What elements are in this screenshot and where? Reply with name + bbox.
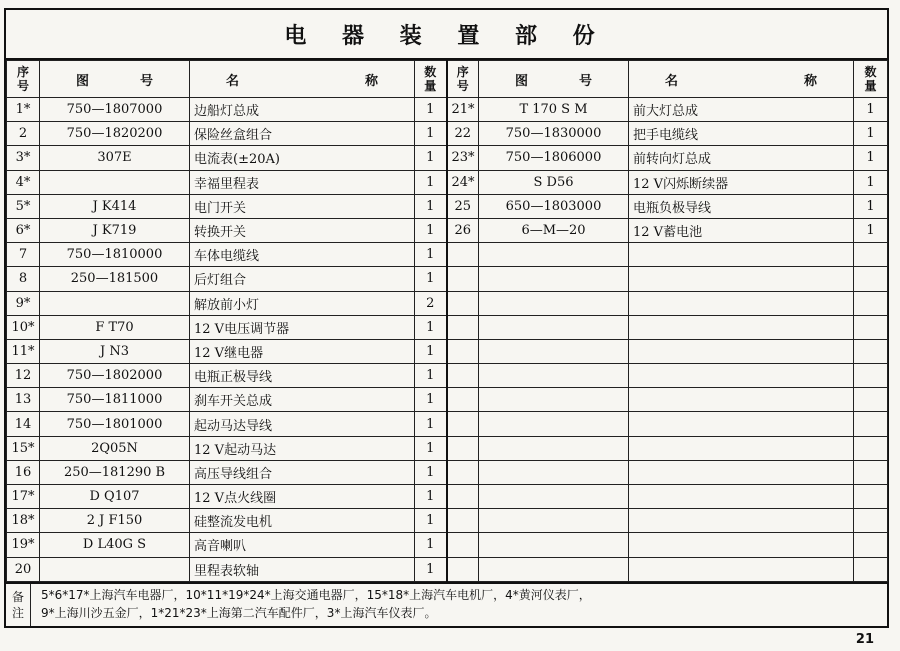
left-quantity: 1 [415, 533, 447, 557]
table-row [7, 460, 888, 484]
right-quantity [854, 315, 888, 339]
left-item-number: 17* [7, 485, 40, 509]
notes-label: 备 注 [6, 584, 31, 626]
left-drawing-number: D Q107 [40, 485, 190, 509]
left-item-number: 7 [7, 243, 40, 267]
table-row [7, 194, 888, 218]
table-row [7, 388, 888, 412]
right-item-number [447, 412, 479, 436]
table-row [7, 533, 888, 557]
header-name: 名 称 [190, 61, 415, 98]
left-drawing-number: D L40G S [40, 533, 190, 557]
left-quantity: 1 [415, 460, 447, 484]
notes-text [31, 584, 887, 626]
left-part-name: 电门开关 [190, 194, 415, 218]
right-quantity [854, 533, 888, 557]
right-drawing-number [479, 436, 629, 460]
left-drawing-number: 250—181500 [40, 267, 190, 291]
notes-row [6, 582, 887, 626]
left-part-name: 幸福里程表 [190, 170, 415, 194]
left-item-number: 13 [7, 388, 40, 412]
right-quantity [854, 243, 888, 267]
right-quantity: 1 [854, 194, 888, 218]
right-drawing-number [479, 267, 629, 291]
right-part-name [629, 533, 854, 557]
left-drawing-number [40, 557, 190, 581]
left-drawing-number: 307E [40, 146, 190, 170]
right-part-name [629, 364, 854, 388]
left-part-name: 边船灯总成 [190, 98, 415, 122]
left-part-name: 12 V电压调节器 [190, 315, 415, 339]
table-row [7, 243, 888, 267]
left-item-number: 8 [7, 267, 40, 291]
table-row [7, 485, 888, 509]
table-row [7, 436, 888, 460]
right-item-number: 23* [447, 146, 479, 170]
right-quantity: 1 [854, 122, 888, 146]
right-quantity [854, 509, 888, 533]
right-drawing-number [479, 509, 629, 533]
right-item-number [447, 267, 479, 291]
left-drawing-number: 750—1820200 [40, 122, 190, 146]
left-quantity: 1 [415, 170, 447, 194]
page-title: 电 器 装 置 部 份 [284, 23, 609, 49]
right-drawing-number [479, 339, 629, 363]
header-qty: 数 量 [415, 61, 447, 98]
table-row [7, 122, 888, 146]
right-drawing-number [479, 364, 629, 388]
left-part-name: 12 V继电器 [190, 339, 415, 363]
page-number: 21 [855, 632, 874, 647]
right-part-name [629, 315, 854, 339]
right-drawing-number: T 170 S M [479, 98, 629, 122]
left-item-number: 2 [7, 122, 40, 146]
left-part-name: 后灯组合 [190, 267, 415, 291]
left-drawing-number [40, 170, 190, 194]
left-drawing-number: J K414 [40, 194, 190, 218]
table-row [7, 509, 888, 533]
left-part-name: 高音喇叭 [190, 533, 415, 557]
left-quantity: 1 [415, 412, 447, 436]
right-part-name [629, 509, 854, 533]
left-quantity: 1 [415, 509, 447, 533]
left-drawing-number: 750—1811000 [40, 388, 190, 412]
table-row [7, 267, 888, 291]
left-part-name: 硅整流发电机 [190, 509, 415, 533]
left-part-name: 12 V起动马达 [190, 436, 415, 460]
table-row [7, 218, 888, 242]
header-no: 序 号 [7, 61, 40, 98]
right-item-number: 24* [447, 170, 479, 194]
right-item-number [447, 460, 479, 484]
left-part-name: 起动马达导线 [190, 412, 415, 436]
left-drawing-number: 750—1807000 [40, 98, 190, 122]
left-item-number: 3* [7, 146, 40, 170]
right-drawing-number [479, 485, 629, 509]
right-item-number [447, 557, 479, 581]
right-item-number [447, 485, 479, 509]
left-item-number: 15* [7, 436, 40, 460]
header-no-right: 序 号 [447, 61, 479, 98]
right-part-name: 12 V闪烁断续器 [629, 170, 854, 194]
left-item-number: 6* [7, 218, 40, 242]
table-row [7, 339, 888, 363]
right-quantity [854, 485, 888, 509]
notes-line-1: 5*6*17*上海汽车电器厂，10*11*19*24*上海交通电器厂，15*18*上海汽车电机厂，4*黄河仪表厂， [41, 588, 591, 602]
right-drawing-number: 650—1803000 [479, 194, 629, 218]
table-row [7, 291, 888, 315]
notes-line-2: 9*上海川沙五金厂，1*21*23*上海第二汽车配件厂，3*上海汽车仪表厂。 [41, 606, 437, 620]
left-part-name: 刹车开关总成 [190, 388, 415, 412]
header-qty-right: 数 量 [854, 61, 888, 98]
parts-sheet [4, 8, 889, 628]
right-quantity [854, 267, 888, 291]
header-name-right: 名 称 [629, 61, 854, 98]
left-part-name: 高压导线组合 [190, 460, 415, 484]
right-item-number [447, 533, 479, 557]
right-part-name: 前转向灯总成 [629, 146, 854, 170]
left-item-number: 18* [7, 509, 40, 533]
left-quantity: 2 [415, 291, 447, 315]
left-part-name: 车体电缆线 [190, 243, 415, 267]
left-quantity: 1 [415, 388, 447, 412]
left-quantity: 1 [415, 218, 447, 242]
left-drawing-number: J K719 [40, 218, 190, 242]
left-quantity: 1 [415, 122, 447, 146]
right-quantity [854, 291, 888, 315]
right-item-number [447, 243, 479, 267]
right-item-number [447, 509, 479, 533]
right-drawing-number [479, 557, 629, 581]
left-item-number: 5* [7, 194, 40, 218]
right-drawing-number [479, 533, 629, 557]
left-part-name: 里程表软轴 [190, 557, 415, 581]
right-item-number: 22 [447, 122, 479, 146]
right-drawing-number [479, 460, 629, 484]
right-part-name: 12 V蓄电池 [629, 218, 854, 242]
right-item-number [447, 364, 479, 388]
left-quantity: 1 [415, 436, 447, 460]
right-part-name: 把手电缆线 [629, 122, 854, 146]
right-part-name [629, 557, 854, 581]
left-part-name: 保险丝盒组合 [190, 122, 415, 146]
left-item-number: 19* [7, 533, 40, 557]
left-item-number: 1* [7, 98, 40, 122]
left-item-number: 14 [7, 412, 40, 436]
right-drawing-number: 750—1806000 [479, 146, 629, 170]
right-part-name [629, 243, 854, 267]
right-quantity [854, 339, 888, 363]
right-part-name: 电瓶负极导线 [629, 194, 854, 218]
title-row [6, 10, 887, 60]
right-part-name: 前大灯总成 [629, 98, 854, 122]
right-item-number: 25 [447, 194, 479, 218]
left-drawing-number: 2 J F150 [40, 509, 190, 533]
right-part-name [629, 267, 854, 291]
right-quantity [854, 412, 888, 436]
right-drawing-number [479, 412, 629, 436]
left-quantity: 1 [415, 146, 447, 170]
left-drawing-number [40, 291, 190, 315]
left-quantity: 1 [415, 194, 447, 218]
right-item-number [447, 291, 479, 315]
table-row [7, 412, 888, 436]
left-drawing-number: 750—1802000 [40, 364, 190, 388]
parts-table [6, 60, 888, 582]
left-part-name: 电瓶正极导线 [190, 364, 415, 388]
left-item-number: 16 [7, 460, 40, 484]
right-item-number: 21* [447, 98, 479, 122]
right-quantity [854, 557, 888, 581]
table-header-row [7, 61, 888, 98]
right-item-number: 26 [447, 218, 479, 242]
table-row [7, 146, 888, 170]
left-quantity: 1 [415, 98, 447, 122]
left-quantity: 1 [415, 364, 447, 388]
left-part-name: 转换开关 [190, 218, 415, 242]
left-drawing-number: 750—1801000 [40, 412, 190, 436]
left-drawing-number: 750—1810000 [40, 243, 190, 267]
header-drawing: 图 号 [40, 61, 190, 98]
table-row [7, 557, 888, 581]
left-item-number: 10* [7, 315, 40, 339]
right-quantity: 1 [854, 170, 888, 194]
table-row [7, 98, 888, 122]
left-part-name: 电流表(±20A) [190, 146, 415, 170]
right-item-number [447, 315, 479, 339]
left-drawing-number: 250—181290 B [40, 460, 190, 484]
right-part-name [629, 388, 854, 412]
left-quantity: 1 [415, 243, 447, 267]
left-item-number: 11* [7, 339, 40, 363]
right-drawing-number [479, 315, 629, 339]
left-drawing-number: 2Q05N [40, 436, 190, 460]
right-drawing-number [479, 243, 629, 267]
left-part-name: 解放前小灯 [190, 291, 415, 315]
right-part-name [629, 291, 854, 315]
table-row [7, 315, 888, 339]
right-quantity [854, 388, 888, 412]
right-quantity [854, 364, 888, 388]
left-item-number: 20 [7, 557, 40, 581]
right-part-name [629, 436, 854, 460]
right-drawing-number: 6—M—20 [479, 218, 629, 242]
table-row [7, 364, 888, 388]
right-part-name [629, 339, 854, 363]
left-item-number: 9* [7, 291, 40, 315]
right-drawing-number [479, 388, 629, 412]
right-item-number [447, 388, 479, 412]
right-part-name [629, 485, 854, 509]
left-quantity: 1 [415, 557, 447, 581]
right-quantity: 1 [854, 146, 888, 170]
left-quantity: 1 [415, 485, 447, 509]
right-part-name [629, 412, 854, 436]
left-quantity: 1 [415, 339, 447, 363]
right-quantity [854, 436, 888, 460]
right-quantity [854, 460, 888, 484]
right-item-number [447, 339, 479, 363]
right-quantity: 1 [854, 218, 888, 242]
right-drawing-number: 750—1830000 [479, 122, 629, 146]
left-part-name: 12 V点火线圈 [190, 485, 415, 509]
left-quantity: 1 [415, 315, 447, 339]
header-drawing-right: 图 号 [479, 61, 629, 98]
table-row [7, 170, 888, 194]
right-item-number [447, 436, 479, 460]
left-item-number: 12 [7, 364, 40, 388]
right-drawing-number [479, 291, 629, 315]
right-part-name [629, 460, 854, 484]
left-quantity: 1 [415, 267, 447, 291]
left-drawing-number: F T70 [40, 315, 190, 339]
left-item-number: 4* [7, 170, 40, 194]
right-quantity: 1 [854, 98, 888, 122]
left-drawing-number: J N3 [40, 339, 190, 363]
right-drawing-number: S D56 [479, 170, 629, 194]
